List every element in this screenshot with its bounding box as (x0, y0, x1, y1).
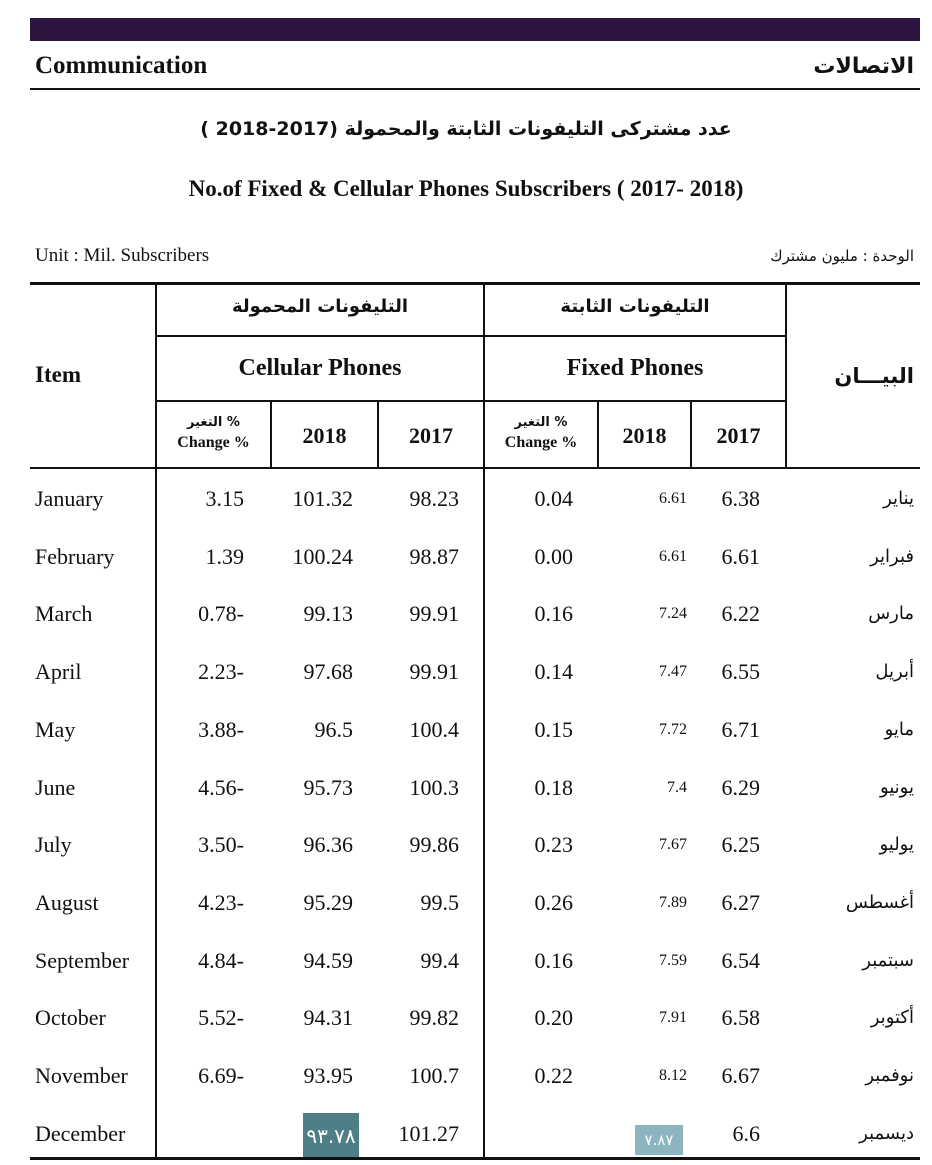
cell-ar: نوفمبر (865, 1065, 914, 1086)
cell-fix-2018: 7.24 (659, 605, 687, 623)
grid-line (30, 467, 920, 469)
cell-cell-chg: 3.88- (198, 716, 244, 742)
cell-fix-2017: 6.61 (721, 543, 760, 569)
cell-cell-2018: 93.95 (303, 1063, 353, 1088)
cell-en: July (35, 832, 72, 858)
highlight-tag: ٩٣.٧٨ (303, 1113, 359, 1159)
cell-ar: أغسطس (845, 891, 914, 913)
cell-fix-chg: 0.04 (534, 486, 573, 511)
cell-fix-2018: 7.4 (667, 778, 687, 796)
cell-cell-2017: 100.7 (409, 1063, 459, 1088)
cell-ar: مايو (884, 718, 914, 740)
cell-fix-2017: 6.58 (721, 1005, 760, 1031)
cell-fix-chg: 0.23 (534, 832, 573, 858)
cell-ar: يونيو (879, 776, 914, 798)
table-title-ar: عدد مشتركى التليفونات الثابتة والمحمولة (2017-2018 ) (200, 118, 732, 140)
table-title-en: No.of Fixed & Cellular Phones Subscribers ( 2017- 2018) (188, 176, 744, 201)
change-header-en: Change % (504, 434, 578, 451)
cell-ar: ديسمبر (859, 1122, 914, 1144)
fixed-2018-header: 2018 (622, 423, 667, 448)
cell-en: June (35, 774, 76, 800)
cell-en: December (35, 1120, 126, 1146)
item-header-en: Item (35, 362, 81, 387)
cell-cell-2017: 99.4 (420, 947, 459, 973)
highlight-tag: ٧.٨٧ (635, 1125, 683, 1155)
table-bottom-rule (30, 1157, 920, 1160)
cell-en: January (35, 486, 104, 511)
cell-fix-2017: 6.29 (721, 774, 760, 800)
fixed-2017-header: 2017 (716, 423, 761, 448)
cell-cell-2018: 100.24 (292, 543, 353, 569)
cell-cell-chg: 1.39 (205, 543, 244, 569)
cell-fix-chg: 0.18 (534, 774, 573, 800)
cell-en: September (35, 947, 130, 973)
cellular-change-header (157, 413, 270, 453)
cell-cell-chg: 3.50- (198, 832, 244, 858)
section-title-ar: الاتصالات (813, 54, 914, 79)
cell-fix-2017: 6.55 (721, 659, 760, 685)
cell-cell-2018: 96.5 (314, 716, 353, 742)
cell-ar: يناير (883, 488, 914, 509)
grid-line (155, 400, 787, 402)
cellular-group-header-en: Cellular Phones (238, 355, 402, 381)
cell-en: October (35, 1005, 106, 1031)
cellular-2017-header: 2017 (409, 423, 453, 448)
cell-cell-2018: 101.32 (292, 486, 353, 511)
cell-cell-chg: 0.78- (198, 601, 244, 627)
cellular-2018-header: 2018 (302, 423, 347, 448)
cell-fix-2017: 6.25 (721, 832, 760, 858)
cell-en: May (35, 716, 76, 742)
section-title-en: Communication (35, 52, 208, 79)
header-divider (30, 88, 920, 90)
cell-cell-2018: 94.31 (303, 1005, 353, 1031)
cell-fix-2018: 7.89 (659, 893, 687, 911)
cell-cell-2017: 100.4 (409, 716, 459, 742)
cell-ar: أكتوبر (870, 1007, 914, 1029)
cell-cell-2017: 99.86 (409, 832, 459, 858)
cell-fix-2017: 6.71 (721, 716, 760, 742)
cell-cell-2018: 95.73 (303, 774, 353, 800)
cell-fix-chg: 0.14 (534, 659, 573, 685)
cell-ar: سبتمبر (862, 949, 914, 971)
cell-cell-2018: 97.68 (303, 659, 353, 685)
unit-label-en: Unit : Mil. Subscribers (35, 245, 210, 266)
cell-fix-chg: 0.15 (534, 716, 573, 742)
cell-fix-2017: 6.22 (721, 601, 760, 627)
cell-en: February (35, 543, 115, 569)
cell-cell-chg: 4.23- (198, 889, 244, 915)
item-header-ar: البيـــان (834, 364, 914, 388)
cell-ar: يوليو (879, 834, 914, 856)
cell-fix-2017: 6.38 (721, 486, 760, 511)
cell-fix-chg: 0.20 (534, 1005, 573, 1031)
cell-fix-chg: 0.26 (534, 889, 573, 915)
fixed-change-header (485, 413, 597, 453)
cell-fix-chg: 0.16 (534, 947, 573, 973)
cell-fix-chg: 0.00 (534, 543, 573, 569)
cell-cell-2018: 94.59 (303, 947, 353, 973)
change-header-ar: التغير % (187, 415, 240, 430)
cell-cell-2017: 99.5 (420, 889, 459, 915)
cell-cell-chg: 4.56- (198, 774, 244, 800)
top-color-bar (30, 18, 920, 41)
cell-cell-2018: 99.13 (303, 601, 353, 627)
cell-fix-2017: 6.67 (721, 1063, 760, 1088)
cell-cell-chg: 5.52- (198, 1005, 244, 1031)
cell-fix-2018: 7.47 (659, 663, 687, 681)
cell-fix-2017: 6.54 (721, 947, 760, 973)
grid-line (155, 335, 787, 337)
cellular-group-header-ar: التليفونات المحمولة (231, 296, 409, 317)
cell-cell-chg: 6.69- (198, 1063, 244, 1088)
cell-cell-2017: 99.91 (409, 659, 459, 685)
cell-fix-chg: 0.22 (534, 1063, 573, 1088)
cell-en: March (35, 601, 93, 627)
cell-cell-2017: 101.27 (398, 1120, 459, 1146)
cell-fix-2017: 6.27 (721, 889, 760, 915)
cell-ar: فبراير (870, 545, 914, 567)
cell-fix-2018: 6.61 (659, 547, 687, 565)
fixed-group-header-ar: التليفونات الثابتة (560, 296, 710, 317)
cell-en: April (35, 659, 82, 685)
cell-cell-2017: 98.87 (409, 543, 459, 569)
cell-cell-2017: 99.82 (409, 1005, 459, 1031)
cell-fix-2018: 7.59 (659, 951, 687, 969)
cell-cell-2017: 100.3 (409, 774, 459, 800)
cell-ar: أبريل (875, 661, 914, 683)
cell-en: August (35, 889, 99, 915)
cell-fix-2017: 6.6 (732, 1120, 760, 1146)
cell-en: November (35, 1063, 128, 1088)
cell-cell-chg: 4.84- (198, 947, 244, 973)
cell-cell-2017: 99.91 (409, 601, 459, 627)
cell-fix-2018: 7.72 (659, 720, 687, 738)
cell-fix-2018: 7.67 (659, 836, 687, 854)
cell-cell-chg: 3.15 (205, 486, 244, 511)
cell-cell-2018: 96.36 (303, 832, 353, 858)
cell-fix-2018: 8.12 (659, 1067, 687, 1084)
change-header-ar: التغير % (514, 415, 568, 430)
cell-fix-2018: 6.61 (659, 490, 687, 507)
cell-fix-chg: 0.16 (534, 601, 573, 627)
cell-cell-2018: 95.29 (303, 889, 353, 915)
cell-ar: مارس (868, 603, 914, 625)
grid-line (785, 285, 787, 468)
unit-label-ar: الوحدة : مليون مشترك (770, 247, 914, 265)
cell-cell-chg: 2.23- (198, 659, 244, 685)
fixed-group-header-en: Fixed Phones (566, 355, 704, 381)
change-header-en: Change % (177, 434, 250, 451)
cell-fix-2018: 7.91 (659, 1009, 687, 1027)
cell-cell-2017: 98.23 (409, 486, 459, 511)
